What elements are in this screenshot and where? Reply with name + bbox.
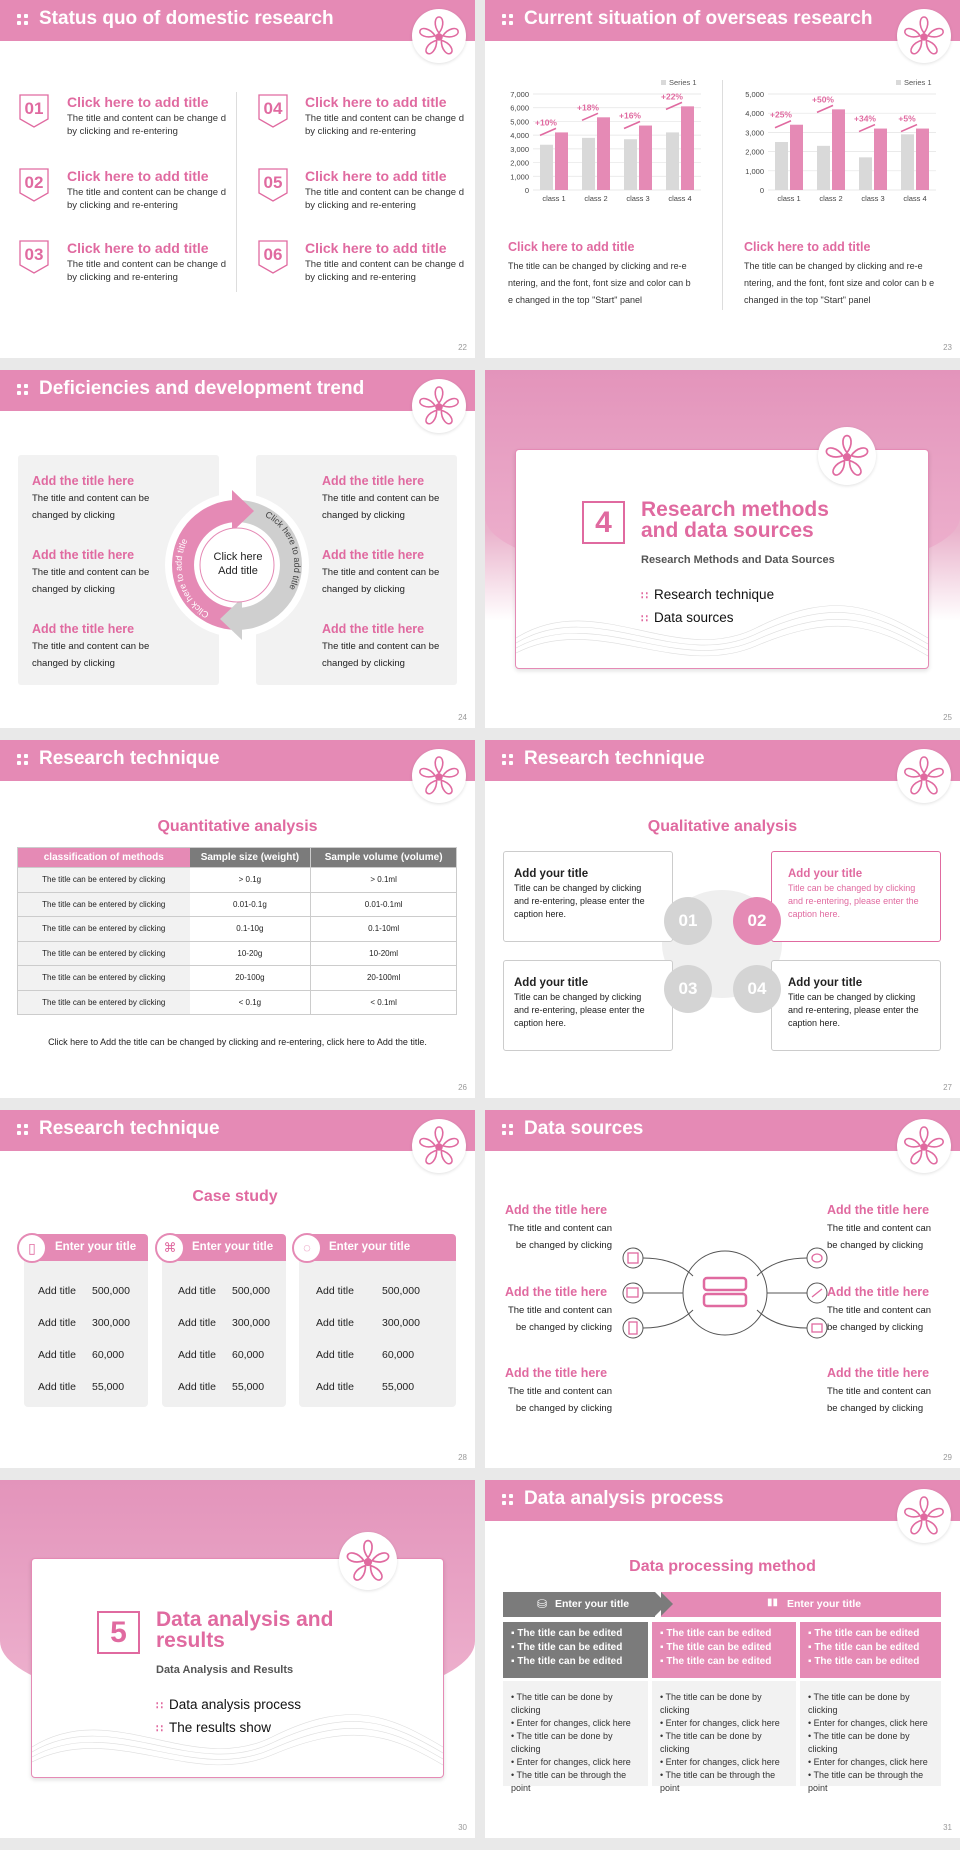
right-item-3[interactable] — [322, 622, 452, 672]
section-item-2[interactable]: ∷ The results show — [156, 1720, 272, 1735]
section-title[interactable]: Research methods and data sources — [641, 498, 829, 542]
growth-arrow — [775, 121, 791, 128]
page-number: 30 — [458, 1823, 467, 1832]
flower-logo-icon — [897, 749, 951, 803]
item-title[interactable]: Add the title here — [827, 1366, 930, 1380]
block-text: The title can be changed by clicking and re-e ntering, and the font, font size and color can b e changed in the top "Start" panel — [744, 261, 935, 305]
right-item-3[interactable] — [827, 1366, 937, 1417]
y-tick-label: 0 — [759, 186, 764, 195]
bar — [832, 109, 845, 190]
dots-icon — [502, 14, 514, 26]
item-text: The title and content can be change d by clicking and re-entering — [67, 259, 226, 283]
item-title[interactable]: Add the title here — [322, 622, 425, 636]
qual-card-1[interactable] — [503, 851, 673, 942]
arc-left-label: Click here to add title — [173, 536, 211, 621]
slide-23[interactable] — [485, 0, 960, 358]
item-text: The title and content can be changed by clicking — [507, 1223, 612, 1251]
y-tick-label: 3,000 — [510, 144, 529, 154]
item-text: The title and content can be changed by clicking — [507, 1305, 612, 1333]
y-tick-label: 4,000 — [745, 109, 764, 119]
hub-diagram — [615, 1218, 835, 1368]
slide-24[interactable] — [0, 370, 475, 728]
item-04[interactable] — [258, 94, 468, 154]
section-subtitle: Research Methods and Data Sources — [641, 554, 835, 566]
tab-2-notch — [661, 1592, 673, 1616]
slide-header — [485, 0, 960, 41]
item-title[interactable]: Click here to add title — [67, 94, 209, 110]
table-row[interactable]: The title can be entered by clicking 20-100g 20-100ml — [18, 966, 457, 991]
bar — [901, 134, 914, 190]
number-circle-04: 04 — [733, 965, 781, 1013]
slide-header — [485, 1480, 960, 1521]
dots-icon — [502, 754, 514, 766]
bar — [681, 106, 694, 190]
bar — [597, 117, 610, 190]
card-header-title[interactable]: Enter your title — [192, 1241, 274, 1253]
slide-header — [0, 0, 475, 41]
item-text: The title and content can be change d by clicking and re-entering — [305, 187, 464, 211]
growth-annotation: +34% — [854, 113, 876, 124]
left-item-3[interactable] — [505, 1366, 615, 1417]
right-item-1[interactable] — [827, 1203, 937, 1254]
left-item-1[interactable] — [32, 474, 162, 524]
chat-icon: ◌ — [292, 1233, 322, 1263]
process-col-3-body[interactable]: • The title can be done by clicking • Enter for changes, click here • The title can be done by clicking • Enter for changes, click here • The title can be through the point — [800, 1681, 941, 1786]
bar — [817, 146, 830, 190]
database-icon: ⛁ — [537, 1597, 548, 1611]
flower-logo-icon — [897, 9, 951, 63]
growth-annotation: +25% — [770, 109, 792, 120]
bar — [790, 125, 803, 190]
y-tick-label: 1,000 — [745, 166, 764, 176]
bar — [775, 142, 788, 190]
bar — [540, 145, 553, 190]
phone-icon: ▯ — [17, 1233, 47, 1263]
table-row[interactable]: The title can be entered by clicking 0.1-10g 0.1-10ml — [18, 917, 457, 942]
bar — [555, 132, 568, 190]
table-row[interactable]: The title can be entered by clicking < 0.1g < 0.1ml — [18, 990, 457, 1015]
slide-title: Deficiencies and development trend — [39, 378, 365, 399]
x-tick-label: class 1 — [777, 194, 801, 203]
section-number: 5 — [97, 1611, 140, 1654]
section-heading: Qualitative analysis — [647, 818, 798, 835]
process-col-2-body[interactable]: • The title can be done by clicking • Enter for changes, click here • The title can be done by clicking • Enter for changes, click here • The title can be through the point — [652, 1681, 796, 1786]
y-tick-label: 1,000 — [510, 172, 529, 182]
block-title[interactable]: Click here to add title — [744, 240, 871, 254]
growth-arrow — [540, 128, 556, 135]
item-title[interactable]: Click here to add title — [305, 168, 447, 184]
bar-chart-icon: ▮▮ — [767, 1597, 779, 1608]
slide-header — [485, 740, 960, 781]
left-item-1[interactable] — [505, 1203, 615, 1254]
page-number: 25 — [943, 713, 952, 722]
card-title[interactable]: Add your title — [788, 977, 863, 989]
y-tick-label: 2,000 — [510, 158, 529, 168]
dots-icon — [502, 1124, 514, 1136]
growth-annotation: +18% — [577, 102, 599, 113]
slide-31[interactable] — [485, 1480, 960, 1838]
legend-label: Series 1 — [904, 78, 932, 87]
column-header: Sample volume (volume) — [311, 848, 457, 868]
process-col-3-head: ▪ The title can be edited ▪ The title can be edited ▪ The title can be edited — [800, 1622, 941, 1678]
item-text: The title and content can be changed by clicking — [827, 1386, 932, 1414]
process-col-2-head: ▪ The title can be edited ▪ The title can be edited ▪ The title can be edited — [652, 1622, 796, 1678]
growth-arrow — [817, 105, 833, 112]
left-item-2[interactable] — [505, 1285, 615, 1336]
item-title[interactable]: Click here to add title — [305, 240, 447, 256]
growth-arrow — [901, 125, 917, 132]
flower-logo-icon — [412, 379, 466, 433]
bar-chart-left — [495, 78, 710, 218]
y-tick-label: 5,000 — [745, 90, 764, 99]
dots-icon — [17, 384, 29, 396]
y-tick-label: 3,000 — [745, 128, 764, 138]
slide-title: Data sources — [524, 1118, 644, 1139]
growth-annotation: +50% — [812, 94, 834, 105]
y-tick-label: 7,000 — [510, 90, 529, 99]
item-06[interactable] — [258, 240, 468, 300]
slide-30[interactable] — [0, 1480, 475, 1838]
item-title[interactable]: Click here to add title — [67, 240, 209, 256]
card-header-title[interactable]: Enter your title — [329, 1241, 411, 1253]
legend-swatch — [896, 80, 901, 85]
item-text: The title and content can be changed by clicking — [322, 567, 440, 595]
item-title[interactable]: Add the title here — [32, 622, 135, 636]
section-item-1[interactable]: ∷ Data analysis process — [156, 1697, 302, 1712]
section-item-1[interactable]: ∷ Research technique — [641, 587, 775, 602]
legend-label: Series 1 — [669, 78, 697, 87]
slide-27[interactable] — [485, 740, 960, 1098]
case-rows: Add title 500,000 Add title 300,000 Add title 60,000 Add title 55,000 — [38, 1285, 130, 1393]
block-title[interactable]: Click here to add title — [508, 240, 635, 254]
flower-logo-icon — [412, 9, 466, 63]
bar — [874, 129, 887, 190]
page-number: 24 — [458, 713, 467, 722]
bar-chart-right — [730, 78, 945, 218]
item-text: The title and content can be changed by clicking — [32, 567, 150, 595]
flower-logo-icon — [412, 1119, 466, 1173]
table-row[interactable]: The title can be entered by clicking 10-20g 10-20ml — [18, 941, 457, 966]
page-number: 29 — [943, 1453, 952, 1462]
left-item-2[interactable] — [32, 548, 162, 598]
qual-card-4[interactable] — [771, 960, 941, 1051]
y-tick-label: 0 — [524, 186, 529, 195]
dots-icon: ∷ — [156, 1723, 163, 1735]
column-header: classification of methods — [18, 848, 190, 868]
column-divider — [236, 92, 237, 292]
dots-icon: ∷ — [156, 1700, 163, 1712]
dots-icon — [502, 1494, 514, 1506]
growth-annotation: +5% — [898, 113, 916, 124]
item-text: The title and content can be change d by clicking and re-entering — [305, 113, 464, 137]
item-text: The title and content can be changed by clicking — [322, 493, 440, 521]
slide-title: Status quo of domestic research — [39, 8, 334, 29]
page-number: 22 — [458, 343, 467, 352]
slide-28[interactable] — [0, 1110, 475, 1468]
legend-swatch — [661, 80, 666, 85]
case-rows: Add title 500,000 Add title 300,000 Add title 60,000 Add title 55,000 — [316, 1285, 420, 1393]
item-text: The title and content can be change d by clicking and re-entering — [67, 187, 226, 211]
slide-29[interactable] — [485, 1110, 960, 1468]
bar — [859, 157, 872, 190]
card-text: Title can be changed by clicking and re-entering, please enter the caption here. — [788, 883, 919, 919]
slide-title: Research technique — [39, 1118, 220, 1139]
table-header-row — [18, 848, 457, 868]
column-divider — [722, 80, 723, 310]
column-header: Sample size (weight) — [190, 848, 311, 868]
card-text: Title can be changed by clicking and re-entering, please enter the caption here. — [514, 883, 645, 919]
page-number: 23 — [943, 343, 952, 352]
right-item-1[interactable] — [322, 474, 452, 524]
x-tick-label: class 1 — [542, 194, 566, 203]
x-tick-label: class 3 — [626, 194, 650, 203]
item-02[interactable] — [19, 168, 229, 228]
slide-header — [0, 370, 475, 411]
item-title[interactable]: Add the title here — [32, 474, 135, 488]
slide-header — [0, 1110, 475, 1151]
page-number: 27 — [943, 1083, 952, 1092]
section-number: 4 — [582, 501, 625, 544]
x-tick-label: class 3 — [861, 194, 885, 203]
x-tick-label: class 4 — [903, 194, 927, 203]
slide-header — [485, 1110, 960, 1151]
bar — [624, 139, 637, 190]
item-text: The title and content can be change d by clicking and re-entering — [305, 259, 464, 283]
center-label[interactable]: Click here Add title — [213, 551, 263, 577]
dots-icon — [17, 1124, 29, 1136]
item-title[interactable]: Add the title here — [322, 548, 425, 562]
left-item-3[interactable] — [32, 622, 162, 672]
right-item-2[interactable] — [827, 1285, 937, 1336]
number-circle-03: 03 — [664, 965, 712, 1013]
section-title[interactable]: Data analysis and results — [156, 1608, 334, 1652]
slide-25[interactable] — [485, 370, 960, 728]
item-title[interactable]: Add the title here — [827, 1285, 930, 1299]
card-header-title[interactable]: Enter your title — [55, 1241, 137, 1253]
item-text: The title and content can be changed by clicking — [32, 493, 150, 521]
growth-arrow — [666, 102, 682, 109]
arc-right-label: Click here to add title — [263, 509, 303, 592]
item-03[interactable] — [19, 240, 229, 300]
item-01[interactable] — [19, 94, 229, 154]
slide-title: Research technique — [39, 748, 220, 769]
table-footer-note[interactable]: Click here to Add the title can be changed by clicking and re-entering, click here to Add the title. — [48, 1037, 427, 1047]
number-badge: 03 — [19, 240, 49, 274]
growth-arrow — [859, 125, 875, 132]
number-badge: 06 — [258, 240, 288, 274]
x-tick-label: class 4 — [668, 194, 692, 203]
dots-icon: ∷ — [641, 613, 648, 625]
section-heading: Data processing method — [629, 1558, 816, 1575]
right-text-block[interactable] — [744, 240, 936, 309]
item-title[interactable]: Add the title here — [32, 548, 135, 562]
y-tick-label: 4,000 — [510, 131, 529, 141]
network-icon: ⌘ — [155, 1233, 185, 1263]
number-badge: 01 — [19, 94, 49, 128]
dots-icon — [17, 754, 29, 766]
section-subtitle: Data Analysis and Results — [156, 1664, 294, 1676]
process-col-1-body[interactable]: • The title can be done by clicking • Enter for changes, click here • The title can be done by clicking • Enter for changes, click here • The title can be through the point — [503, 1681, 648, 1786]
flower-logo-icon — [412, 749, 466, 803]
slide-26[interactable] — [0, 740, 475, 1098]
flower-logo-icon — [897, 1489, 951, 1543]
item-title[interactable]: Click here to add title — [67, 168, 209, 184]
growth-annotation: +10% — [535, 117, 557, 128]
flower-logo-icon — [897, 1119, 951, 1173]
slide-title: Data analysis process — [524, 1488, 724, 1509]
tab-2-label[interactable]: Enter your title — [787, 1598, 862, 1610]
item-text: The title and content can be changed by clicking — [827, 1223, 932, 1251]
process-col-1-head: ▪ The title can be edited ▪ The title can be edited ▪ The title can be edited — [503, 1622, 648, 1678]
item-title[interactable]: Add the title here — [505, 1285, 608, 1299]
bar — [916, 129, 929, 190]
tab-1-label[interactable]: Enter your title — [555, 1598, 630, 1610]
bar — [582, 138, 595, 190]
growth-annotation: +16% — [619, 110, 641, 121]
card-title[interactable]: Add your title — [514, 977, 589, 989]
y-tick-label: 2,000 — [745, 147, 764, 157]
card-title[interactable]: Add your title — [788, 868, 863, 880]
item-text: The title and content can be changed by clicking — [32, 641, 150, 669]
table-row[interactable]: The title can be entered by clicking 0.01-0.1g 0.01-0.1ml — [18, 892, 457, 917]
card-text: Title can be changed by clicking and re-entering, please enter the caption here. — [514, 992, 645, 1028]
section-heading: Case study — [192, 1188, 278, 1205]
bar — [666, 132, 679, 190]
item-title[interactable]: Add the title here — [505, 1203, 608, 1217]
slide-title: Research technique — [524, 748, 705, 769]
y-tick-label: 5,000 — [510, 117, 529, 127]
left-text-block[interactable] — [508, 240, 698, 309]
page-number: 26 — [458, 1083, 467, 1092]
number-badge: 05 — [258, 168, 288, 202]
flower-logo-icon — [339, 1532, 397, 1590]
item-title[interactable]: Add the title here — [827, 1203, 930, 1217]
section-item-2[interactable]: ∷ Data sources — [641, 610, 734, 625]
item-text: The title and content can be changed by clicking — [507, 1386, 612, 1414]
flower-logo-icon — [818, 427, 876, 485]
growth-arrow — [582, 113, 598, 120]
item-title[interactable]: Add the title here — [505, 1366, 608, 1380]
growth-arrow — [624, 122, 640, 129]
right-item-2[interactable] — [322, 548, 452, 598]
block-text: The title can be changed by clicking and re-e ntering, and the font, font size and color can b e changed in the top "Start" panel — [508, 261, 691, 305]
slide-header — [0, 740, 475, 781]
table-row[interactable]: The title can be entered by clicking > 0.1g > 0.1ml — [18, 868, 457, 893]
slide-22[interactable] — [0, 0, 475, 358]
item-title[interactable]: Click here to add title — [305, 94, 447, 110]
x-tick-label: class 2 — [819, 194, 843, 203]
item-text: The title and content can be changed by clicking — [827, 1305, 932, 1333]
dots-icon: ∷ — [641, 590, 648, 602]
dots-icon — [17, 14, 29, 26]
page-number: 31 — [943, 1823, 952, 1832]
qual-card-3[interactable] — [503, 960, 673, 1051]
card-title[interactable]: Add your title — [514, 868, 589, 880]
item-05[interactable] — [258, 168, 468, 228]
item-title[interactable]: Add the title here — [322, 474, 425, 488]
methods-table — [17, 847, 457, 1015]
bar — [639, 126, 652, 190]
case-rows: Add title 500,000 Add title 300,000 Add title 60,000 Add title 55,000 — [178, 1285, 270, 1393]
number-circle-02: 02 — [733, 897, 781, 945]
page-number: 28 — [458, 1453, 467, 1462]
number-badge: 04 — [258, 94, 288, 128]
y-tick-label: 6,000 — [510, 103, 529, 113]
section-heading: Quantitative analysis — [157, 818, 318, 835]
item-text: The title and content can be change d by clicking and re-entering — [67, 113, 226, 137]
item-text: The title and content can be changed by clicking — [322, 641, 440, 669]
qual-card-2[interactable] — [771, 851, 941, 942]
growth-annotation: +22% — [661, 91, 683, 102]
card-text: Title can be changed by clicking and re-entering, please enter the caption here. — [788, 992, 919, 1028]
number-circle-01: 01 — [664, 897, 712, 945]
slide-title: Current situation of overseas research — [524, 8, 873, 29]
number-badge: 02 — [19, 168, 49, 202]
x-tick-label: class 2 — [584, 194, 608, 203]
